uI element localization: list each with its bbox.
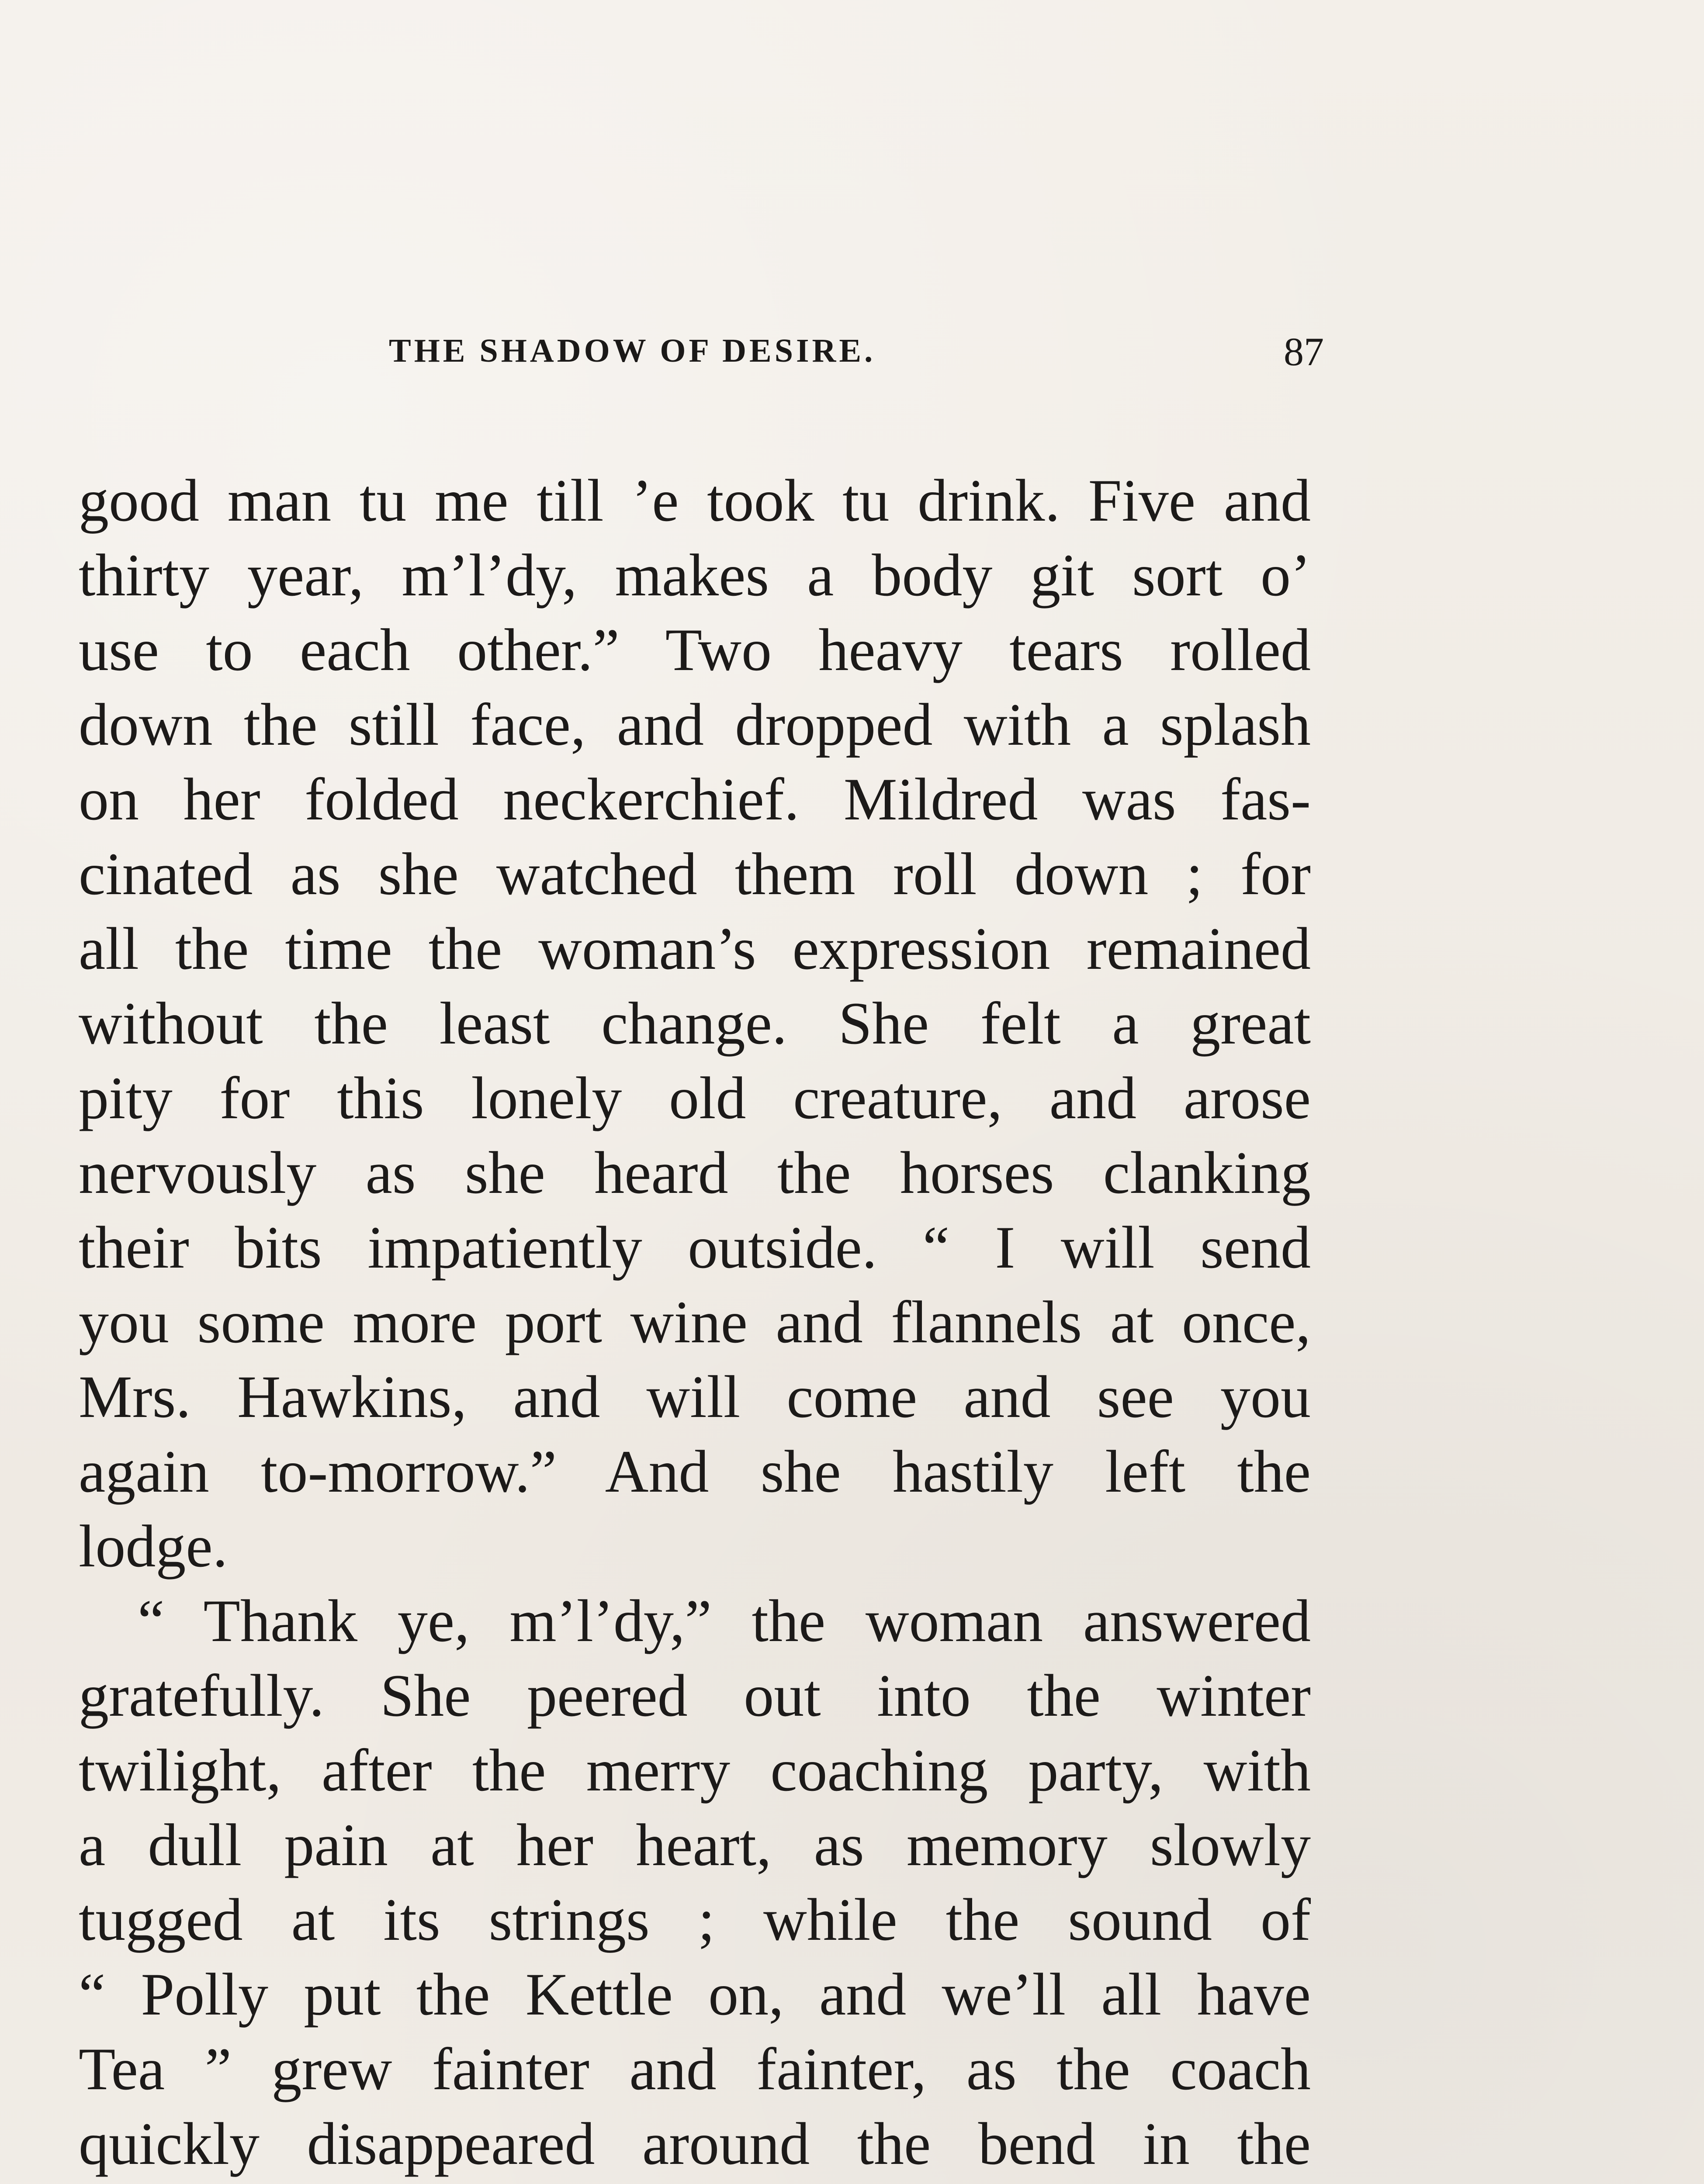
text-line: “ Polly put the Kettle on, and we’ll all have xyxy=(79,1961,1311,2028)
text-line: thirty year, m’l’dy, makes a body git sort o’ xyxy=(79,542,1311,608)
page-number: 87 xyxy=(1284,329,1324,374)
text-line: tugged at its strings ; while the sound of xyxy=(79,1886,1311,1953)
text-line: again to-morrow.” And she hastily left the xyxy=(79,1438,1311,1505)
text-line: cinated as she watched them roll down ; for xyxy=(79,840,1311,907)
text-line: good man tu me till ’e took tu drink. Five and xyxy=(79,467,1311,534)
running-title: THE SHADOW OF DESIRE. xyxy=(389,332,876,369)
page-header xyxy=(389,328,1324,377)
text-line: nervously as she heard the horses clanking xyxy=(79,1139,1311,1206)
body-text xyxy=(79,463,1311,2184)
text-line: without the least change. She felt a great xyxy=(79,990,1311,1057)
text-line: on her folded neckerchief. Mildred was fas- xyxy=(79,766,1311,833)
text-line: pity for this lonely old creature, and arose xyxy=(79,1064,1311,1131)
text-line xyxy=(79,2181,1311,2184)
text-line: a dull pain at her heart, as memory slowly xyxy=(79,1811,1311,1878)
text-line: gratefully. She peered out into the winter xyxy=(79,1662,1311,1729)
text-line: Mrs. Hawkins, and will come and see you xyxy=(79,1363,1311,1430)
text-line: use to each other.” Two heavy tears rolled xyxy=(79,616,1311,683)
text-line: down the still face, and dropped with a splash xyxy=(79,691,1311,758)
text-line: twilight, after the merry coaching party, with xyxy=(79,1737,1311,1804)
text-line: all the time the woman’s expression remained xyxy=(79,915,1311,982)
text-line: their bits impatiently outside. “ I will send xyxy=(79,1214,1311,1281)
text-line: quickly disappeared around the bend in the xyxy=(79,2110,1311,2177)
text-line: Tea ” grew fainter and fainter, as the coach xyxy=(79,2035,1311,2102)
text-line: “ Thank ye, m’l’dy,” the woman answered xyxy=(138,1587,1311,1654)
text-line: you some more port wine and flannels at once, xyxy=(79,1289,1311,1355)
text-line: lodge. xyxy=(79,1513,228,1579)
